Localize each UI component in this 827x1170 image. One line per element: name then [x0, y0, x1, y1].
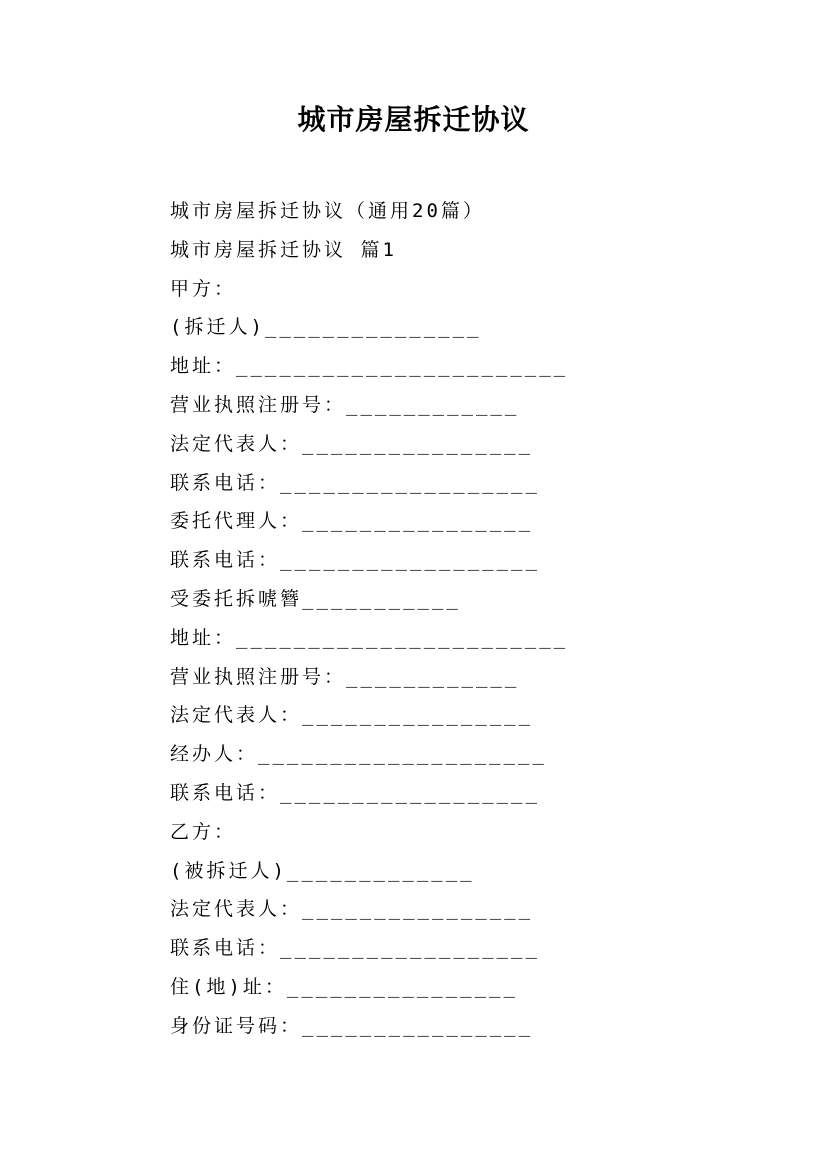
form-field-line: (拆迁人)_______________ [170, 316, 482, 339]
form-field-line: 身份证号码：________________ [170, 1014, 534, 1037]
form-field-line: 法定代表人：________________ [170, 898, 534, 921]
document-title: 城市房屋拆迁协议 [297, 103, 530, 136]
form-field-line: 住(地)址：________________ [170, 975, 518, 998]
form-field-line: 地址：_______________________ [170, 355, 569, 378]
form-field-line: 联系电话：__________________ [170, 781, 540, 804]
form-field-line: 地址：_______________________ [170, 626, 569, 649]
body-line: 城市房屋拆迁协议 篇1 [170, 238, 397, 261]
document-body [170, 192, 790, 1046]
form-field-line: 法定代表人：________________ [170, 432, 534, 455]
form-field-line: 经办人：____________________ [170, 743, 547, 766]
party-a-heading: 甲方： [170, 277, 237, 300]
form-field-line: 联系电话：__________________ [170, 471, 540, 494]
form-field-line: 联系电话：__________________ [170, 937, 540, 960]
form-field-line: (被拆迁人)_____________ [170, 859, 475, 882]
form-field-line: 营业执照注册号：____________ [170, 393, 520, 416]
body-line: 城市房屋拆迁协议（通用20篇） [170, 200, 485, 222]
party-b-heading: 乙方： [170, 820, 237, 843]
form-field-line: 营业执照注册号：____________ [170, 665, 520, 688]
form-field-line: 受委托拆唬簪___________ [170, 587, 461, 610]
form-field-line: 委托代理人：________________ [170, 510, 534, 533]
form-field-line: 法定代表人：________________ [170, 704, 534, 727]
form-field-line: 联系电话：__________________ [170, 549, 540, 572]
